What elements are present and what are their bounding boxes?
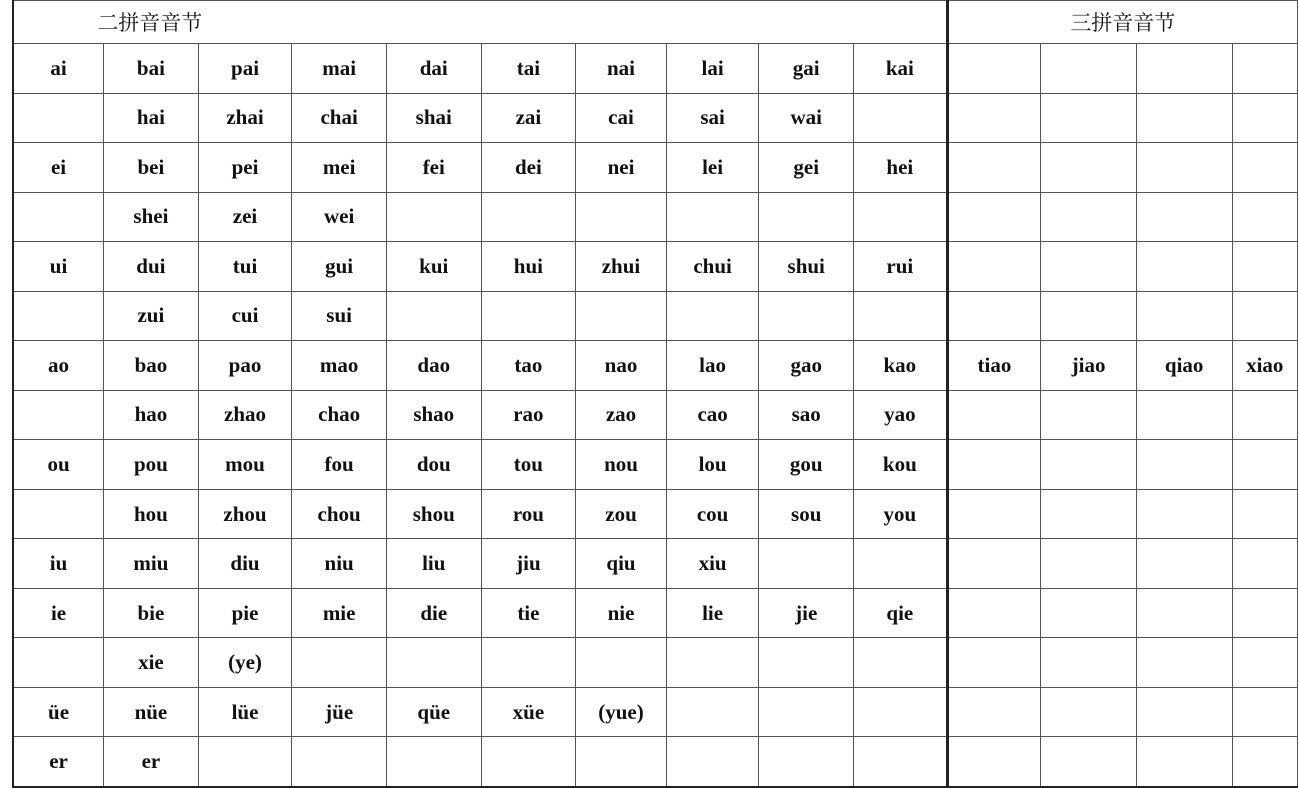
- syllable-cell: (yue): [576, 687, 667, 737]
- three-letter-syllable-cell: [1232, 390, 1298, 440]
- syllable-cell: [481, 638, 576, 688]
- table-row: [13, 390, 1298, 440]
- three-letter-syllable-cell: [947, 44, 1041, 94]
- syllable-cell: zhao: [198, 390, 292, 440]
- syllable-cell: kou: [854, 440, 948, 490]
- three-letter-syllable-cell: [1232, 291, 1298, 341]
- three-letter-syllable-cell: [1136, 192, 1232, 242]
- three-letter-syllable-cell: [1041, 143, 1137, 193]
- syllable-cell: xie: [104, 638, 199, 688]
- table-row: [13, 440, 1298, 490]
- three-letter-syllable-cell: [947, 539, 1041, 589]
- syllable-cell: sou: [759, 489, 854, 539]
- syllable-cell: zui: [104, 291, 199, 341]
- three-letter-syllable-cell: [947, 588, 1041, 638]
- three-letter-syllable-cell: [1232, 143, 1298, 193]
- three-letter-syllable-cell: tiao: [947, 341, 1041, 391]
- syllable-cell: [386, 192, 481, 242]
- three-letter-syllable-cell: [1136, 687, 1232, 737]
- three-letter-syllable-cell: [1041, 687, 1137, 737]
- syllable-cell: mie: [292, 588, 387, 638]
- syllable-cell: die: [386, 588, 481, 638]
- three-letter-syllable-cell: [1136, 588, 1232, 638]
- syllable-cell: xüe: [481, 687, 576, 737]
- three-letter-syllable-cell: jiao: [1041, 341, 1137, 391]
- syllable-cell: qie: [854, 588, 948, 638]
- syllable-cell: zhai: [198, 93, 292, 143]
- syllable-cell: mai: [292, 44, 387, 94]
- syllable-cell: kao: [854, 341, 948, 391]
- syllable-cell: zhui: [576, 242, 667, 292]
- syllable-cell: zei: [198, 192, 292, 242]
- three-letter-syllable-cell: [1041, 390, 1137, 440]
- syllable-cell: tao: [481, 341, 576, 391]
- syllable-cell: dei: [481, 143, 576, 193]
- three-letter-syllable-cell: [1232, 44, 1298, 94]
- table-row: [13, 638, 1298, 688]
- syllable-cell: kai: [854, 44, 948, 94]
- three-letter-syllable-cell: [947, 93, 1041, 143]
- table-row: [13, 192, 1298, 242]
- syllable-cell: nüe: [104, 687, 199, 737]
- final-cell: [13, 489, 104, 539]
- three-letter-syllable-cell: [1041, 539, 1137, 589]
- syllable-cell: [666, 638, 759, 688]
- syllable-cell: [666, 737, 759, 787]
- syllable-cell: lai: [666, 44, 759, 94]
- syllable-cell: [666, 192, 759, 242]
- syllable-cell: zhou: [198, 489, 292, 539]
- syllable-cell: niu: [292, 539, 387, 589]
- three-letter-syllable-cell: [1232, 638, 1298, 688]
- three-letter-syllable-cell: [1136, 143, 1232, 193]
- table-row: [13, 489, 1298, 539]
- three-letter-syllable-cell: qiao: [1136, 341, 1232, 391]
- syllable-cell: shei: [104, 192, 199, 242]
- syllable-cell: gou: [759, 440, 854, 490]
- three-letter-syllable-cell: [947, 638, 1041, 688]
- syllable-cell: hou: [104, 489, 199, 539]
- final-cell: ou: [13, 440, 104, 490]
- final-cell: [13, 390, 104, 440]
- table-row: [13, 341, 1298, 391]
- syllable-cell: dui: [104, 242, 199, 292]
- table-row: [13, 143, 1298, 193]
- table-row: [13, 687, 1298, 737]
- syllable-cell: fou: [292, 440, 387, 490]
- syllable-cell: nei: [576, 143, 667, 193]
- syllable-cell: (ye): [198, 638, 292, 688]
- syllable-cell: xiu: [666, 539, 759, 589]
- syllable-cell: [759, 638, 854, 688]
- final-cell: ai: [13, 44, 104, 94]
- three-letter-syllable-cell: [1136, 539, 1232, 589]
- syllable-cell: shui: [759, 242, 854, 292]
- three-letter-syllable-cell: [1232, 192, 1298, 242]
- syllable-cell: nao: [576, 341, 667, 391]
- syllable-cell: pao: [198, 341, 292, 391]
- syllable-cell: [576, 192, 667, 242]
- syllable-cell: jiu: [481, 539, 576, 589]
- final-cell: [13, 93, 104, 143]
- syllable-cell: pou: [104, 440, 199, 490]
- syllable-cell: tie: [481, 588, 576, 638]
- three-letter-syllable-cell: [1136, 440, 1232, 490]
- syllable-cell: [759, 737, 854, 787]
- syllable-cell: zou: [576, 489, 667, 539]
- syllable-cell: [854, 687, 948, 737]
- syllable-cell: cai: [576, 93, 667, 143]
- syllable-cell: chai: [292, 93, 387, 143]
- three-letter-syllable-cell: [1136, 242, 1232, 292]
- final-cell: ui: [13, 242, 104, 292]
- syllable-cell: wei: [292, 192, 387, 242]
- three-letter-syllable-cell: [947, 737, 1041, 787]
- final-cell: ie: [13, 588, 104, 638]
- syllable-cell: yao: [854, 390, 948, 440]
- syllable-cell: nie: [576, 588, 667, 638]
- three-letter-syllable-cell: [1136, 44, 1232, 94]
- syllable-cell: wai: [759, 93, 854, 143]
- syllable-cell: [576, 737, 667, 787]
- syllable-cell: diu: [198, 539, 292, 589]
- three-letter-syllables-header: 三拼音音节: [947, 1, 1297, 44]
- table-row: [13, 242, 1298, 292]
- syllable-cell: [666, 291, 759, 341]
- syllable-cell: nai: [576, 44, 667, 94]
- syllable-cell: tai: [481, 44, 576, 94]
- syllable-cell: you: [854, 489, 948, 539]
- three-letter-syllable-cell: [1232, 687, 1298, 737]
- syllable-cell: [481, 192, 576, 242]
- final-cell: ao: [13, 341, 104, 391]
- syllable-cell: cou: [666, 489, 759, 539]
- three-letter-syllable-cell: xiao: [1232, 341, 1298, 391]
- syllable-cell: rao: [481, 390, 576, 440]
- syllable-cell: [854, 192, 948, 242]
- syllable-cell: hai: [104, 93, 199, 143]
- syllable-cell: sai: [666, 93, 759, 143]
- syllable-cell: qiu: [576, 539, 667, 589]
- syllable-cell: zao: [576, 390, 667, 440]
- pinyin-syllable-table: [12, 0, 1298, 788]
- table-row: [13, 588, 1298, 638]
- three-letter-syllable-cell: [947, 489, 1041, 539]
- final-cell: iu: [13, 539, 104, 589]
- pinyin-syllable-table-wrapper: [12, 0, 1298, 788]
- two-letter-syllables-label: 二拼音音节: [97, 11, 203, 35]
- three-letter-syllable-cell: [1232, 737, 1298, 787]
- syllable-cell: [854, 93, 948, 143]
- syllable-cell: [576, 638, 667, 688]
- syllable-cell: chao: [292, 390, 387, 440]
- three-letter-syllable-cell: [947, 291, 1041, 341]
- three-letter-syllable-cell: [1041, 588, 1137, 638]
- three-letter-syllable-cell: [1136, 638, 1232, 688]
- syllable-cell: bai: [104, 44, 199, 94]
- syllable-cell: [854, 638, 948, 688]
- final-cell: [13, 192, 104, 242]
- syllable-cell: [198, 737, 292, 787]
- syllable-rows: [13, 44, 1298, 788]
- syllable-cell: sao: [759, 390, 854, 440]
- three-letter-syllable-cell: [1041, 44, 1137, 94]
- syllable-cell: bao: [104, 341, 199, 391]
- syllable-cell: mao: [292, 341, 387, 391]
- syllable-cell: [854, 291, 948, 341]
- syllable-cell: dai: [386, 44, 481, 94]
- three-letter-syllable-cell: [1232, 489, 1298, 539]
- syllable-cell: dou: [386, 440, 481, 490]
- syllable-cell: zai: [481, 93, 576, 143]
- table-row: [13, 44, 1298, 94]
- three-letter-syllable-cell: [1041, 737, 1137, 787]
- syllable-cell: bie: [104, 588, 199, 638]
- final-cell: er: [13, 737, 104, 787]
- syllable-cell: pai: [198, 44, 292, 94]
- syllable-cell: shao: [386, 390, 481, 440]
- syllable-cell: liu: [386, 539, 481, 589]
- syllable-cell: rou: [481, 489, 576, 539]
- syllable-cell: [759, 539, 854, 589]
- syllable-cell: [386, 638, 481, 688]
- three-letter-syllable-cell: [1041, 192, 1137, 242]
- three-letter-syllable-cell: [1041, 440, 1137, 490]
- syllable-cell: mei: [292, 143, 387, 193]
- syllable-cell: [576, 291, 667, 341]
- syllable-cell: [386, 737, 481, 787]
- three-letter-syllable-cell: [947, 143, 1041, 193]
- syllable-cell: [386, 291, 481, 341]
- three-letter-syllable-cell: [947, 390, 1041, 440]
- three-letter-syllable-cell: [1136, 390, 1232, 440]
- syllable-cell: nou: [576, 440, 667, 490]
- syllable-cell: mou: [198, 440, 292, 490]
- syllable-cell: hui: [481, 242, 576, 292]
- syllable-cell: gui: [292, 242, 387, 292]
- three-letter-syllable-cell: [1136, 93, 1232, 143]
- syllable-cell: sui: [292, 291, 387, 341]
- syllable-cell: fei: [386, 143, 481, 193]
- syllable-cell: tui: [198, 242, 292, 292]
- syllable-cell: chui: [666, 242, 759, 292]
- table-row: [13, 93, 1298, 143]
- syllable-cell: hao: [104, 390, 199, 440]
- table-row: [13, 539, 1298, 589]
- syllable-cell: bei: [104, 143, 199, 193]
- syllable-cell: [854, 737, 948, 787]
- syllable-cell: tou: [481, 440, 576, 490]
- syllable-cell: [854, 539, 948, 589]
- three-letter-syllable-cell: [1232, 440, 1298, 490]
- final-cell: [13, 638, 104, 688]
- syllable-cell: miu: [104, 539, 199, 589]
- three-letter-syllable-cell: [1136, 291, 1232, 341]
- table-row: [13, 291, 1298, 341]
- three-letter-syllable-cell: [947, 687, 1041, 737]
- syllable-cell: dao: [386, 341, 481, 391]
- syllable-cell: cao: [666, 390, 759, 440]
- syllable-cell: [481, 737, 576, 787]
- syllable-cell: kui: [386, 242, 481, 292]
- three-letter-syllable-cell: [947, 440, 1041, 490]
- syllable-cell: [759, 291, 854, 341]
- syllable-cell: [759, 687, 854, 737]
- syllable-cell: er: [104, 737, 199, 787]
- three-letter-syllable-cell: [1041, 242, 1137, 292]
- three-letter-syllable-cell: [1136, 737, 1232, 787]
- syllable-cell: [759, 192, 854, 242]
- syllable-cell: jüe: [292, 687, 387, 737]
- three-letter-syllable-cell: [1136, 489, 1232, 539]
- final-cell: ei: [13, 143, 104, 193]
- syllable-cell: [292, 638, 387, 688]
- syllable-cell: lei: [666, 143, 759, 193]
- three-letter-syllable-cell: [1232, 93, 1298, 143]
- three-letter-syllable-cell: [1041, 93, 1137, 143]
- two-letter-syllables-header: [13, 1, 947, 44]
- syllable-cell: [666, 687, 759, 737]
- syllable-cell: lou: [666, 440, 759, 490]
- syllable-cell: gai: [759, 44, 854, 94]
- syllable-cell: pie: [198, 588, 292, 638]
- three-letter-syllable-cell: [1041, 291, 1137, 341]
- header-row: [13, 1, 1298, 44]
- three-letter-syllable-cell: [947, 192, 1041, 242]
- syllable-cell: lao: [666, 341, 759, 391]
- syllable-cell: pei: [198, 143, 292, 193]
- syllable-cell: jie: [759, 588, 854, 638]
- syllable-cell: rui: [854, 242, 948, 292]
- syllable-cell: cui: [198, 291, 292, 341]
- syllable-cell: lüe: [198, 687, 292, 737]
- syllable-cell: chou: [292, 489, 387, 539]
- final-cell: [13, 291, 104, 341]
- three-letter-syllable-cell: [1041, 638, 1137, 688]
- syllable-cell: gei: [759, 143, 854, 193]
- syllable-cell: [292, 737, 387, 787]
- syllable-cell: shou: [386, 489, 481, 539]
- syllable-cell: shai: [386, 93, 481, 143]
- three-letter-syllable-cell: [1232, 539, 1298, 589]
- syllable-cell: hei: [854, 143, 948, 193]
- syllable-cell: [481, 291, 576, 341]
- three-letter-syllable-cell: [1232, 242, 1298, 292]
- syllable-cell: qüe: [386, 687, 481, 737]
- table-row: [13, 737, 1298, 787]
- three-letter-syllable-cell: [1041, 489, 1137, 539]
- three-letter-syllable-cell: [947, 242, 1041, 292]
- three-letter-syllable-cell: [1232, 588, 1298, 638]
- syllable-cell: gao: [759, 341, 854, 391]
- syllable-cell: lie: [666, 588, 759, 638]
- final-cell: üe: [13, 687, 104, 737]
